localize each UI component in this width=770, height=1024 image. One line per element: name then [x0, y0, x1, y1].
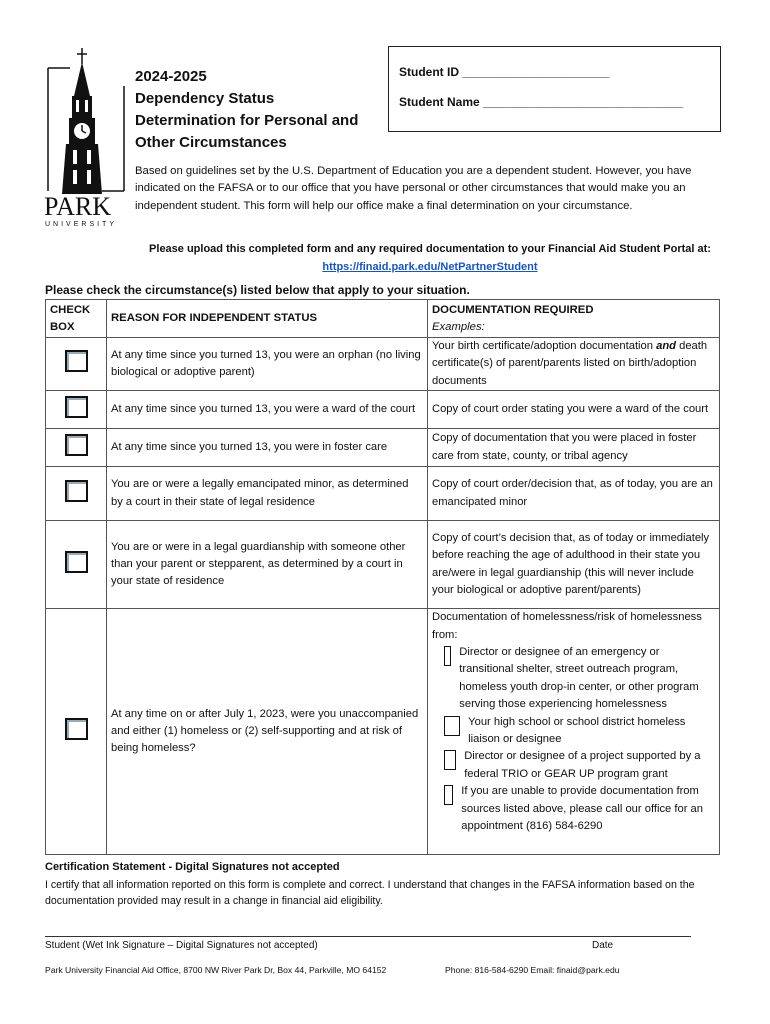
- logo-wordmark: PARK: [44, 192, 111, 221]
- student-signature-label: Student (Wet Ink Signature – Digital Signatures not accepted): [45, 940, 318, 951]
- reason-cell: At any time since you turned 13, you were an orphan (no living biological or adoptive parent): [107, 338, 428, 391]
- circumstances-table: [45, 299, 720, 855]
- doc-cell: [428, 609, 720, 855]
- emancipated-minor-checkbox[interactable]: [65, 480, 88, 502]
- title-line-2: Dependency Status: [135, 90, 275, 107]
- doc-cell: Copy of documentation that you were placed in foster care from state, county, or tribal agency: [428, 429, 720, 467]
- upload-instructions: [120, 240, 740, 276]
- doc-cell: Copy of court order/decision that, as of today, you are an emancipated minor: [428, 467, 720, 521]
- doc-option: Director or designee of a project supported by a federal TRIO or GEAR UP program grant: [444, 748, 715, 783]
- reason-cell: At any time on or after July 1, 2023, were you unaccompanied and either (1) homeless or (2) self-supporting and at risk of being homeless?: [107, 609, 428, 855]
- call-office-option-checkbox[interactable]: [444, 785, 453, 805]
- reason-cell: You are or were a legally emancipated minor, as determined by a court in their state of legal residence: [107, 467, 428, 521]
- homeless-checkbox[interactable]: [65, 718, 88, 740]
- legal-guardianship-checkbox[interactable]: [65, 551, 88, 573]
- col-check-header: CHECK BOX: [46, 300, 107, 338]
- table-row: [46, 521, 720, 609]
- ward-of-court-checkbox[interactable]: [65, 396, 88, 418]
- signature-line[interactable]: [45, 936, 691, 937]
- portal-link[interactable]: https://finaid.park.edu/NetPartnerStudent: [322, 261, 538, 273]
- foster-care-checkbox[interactable]: [65, 434, 88, 456]
- student-info-box: [388, 46, 721, 132]
- certification-title: Certification Statement - Digital Signatures not accepted: [45, 861, 340, 873]
- trio-gearup-option-checkbox[interactable]: [444, 750, 456, 770]
- table-row: [46, 391, 720, 429]
- title-year: 2024-2025: [135, 68, 207, 85]
- park-university-logo: [44, 46, 128, 228]
- table-row: [46, 338, 720, 391]
- footer-address: Park University Financial Aid Office, 8700 NW River Park Dr, Box 44, Parkville, MO 64152: [45, 965, 387, 975]
- table-header-row: [46, 300, 720, 338]
- homeless-doc-intro: Documentation of homelessness/risk of homelessness from:: [432, 611, 702, 641]
- reason-cell: You are or were in a legal guardianship with someone other than your parent or stepparent, as determined by a court in your state of residence: [107, 521, 428, 609]
- form-title: [135, 66, 385, 154]
- doc-cell: Copy of court’s decision that, as of today or immediately before reaching the age of adulthood in their state you are/were in legal guardianship (this will never include your biological or adoptive parent/parents): [428, 521, 720, 609]
- table-row: [46, 429, 720, 467]
- reason-cell: At any time since you turned 13, you were a ward of the court: [107, 391, 428, 429]
- table-row: [46, 609, 720, 855]
- doc-option: If you are unable to provide documentation from sources listed above, please call our office for an appointment (816) 584-6290: [444, 783, 715, 835]
- doc-cell: Copy of court order stating you were a ward of the court: [428, 391, 720, 429]
- date-label: Date: [592, 940, 614, 951]
- intro-paragraph: Based on guidelines set by the U.S. Department of Education you are a dependent student. However, you have indicated on the FAFSA or to our office that you have personal or other circumstances that would make you an independent student. This form will help our office make a final determination on your circumstance.: [135, 165, 692, 212]
- doc-cell: Your birth certificate/adoption documentation and death certificate(s) of parent/parents listed on birth/adoption documents: [428, 338, 720, 391]
- doc-option: Your high school or school district homeless liaison or designee: [444, 714, 715, 749]
- shelter-option-checkbox[interactable]: [444, 646, 451, 666]
- table-row: [46, 467, 720, 521]
- check-heading: Please check the circumstance(s) listed below that apply to your situation.: [45, 283, 470, 297]
- upload-text: Please upload this completed form and any required documentation to your Financial Aid Student Portal at:: [149, 243, 711, 255]
- title-line-3: Determination for Personal and: [135, 112, 359, 129]
- school-liaison-option-checkbox[interactable]: [444, 716, 460, 736]
- student-id-field[interactable]: Student ID ______________________: [399, 65, 610, 79]
- footer-contact: Phone: 816-584-6290 Email: finaid@park.edu: [445, 965, 620, 975]
- logo-subtext: UNIVERSITY: [45, 221, 118, 228]
- reason-cell: At any time since you turned 13, you were in foster care: [107, 429, 428, 467]
- title-line-4: Other Circumstances: [135, 134, 287, 151]
- certification-text: I certify that all information reported on this form is complete and correct. I understand that changes in the FAFSA information based on the documentation provided may result in a change in financial aid eligibility.: [45, 879, 695, 907]
- col-doc-header: DOCUMENTATION REQUIRED Examples:: [428, 300, 720, 338]
- doc-option: Director or designee of an emergency or transitional shelter, street outreach program, homeless youth drop-in center, or other program serving those experiencing homelessness: [444, 644, 715, 714]
- orphan-checkbox[interactable]: [65, 350, 88, 372]
- col-reason-header: REASON FOR INDEPENDENT STATUS: [107, 300, 428, 338]
- student-name-field[interactable]: Student Name ______________________________: [399, 95, 684, 109]
